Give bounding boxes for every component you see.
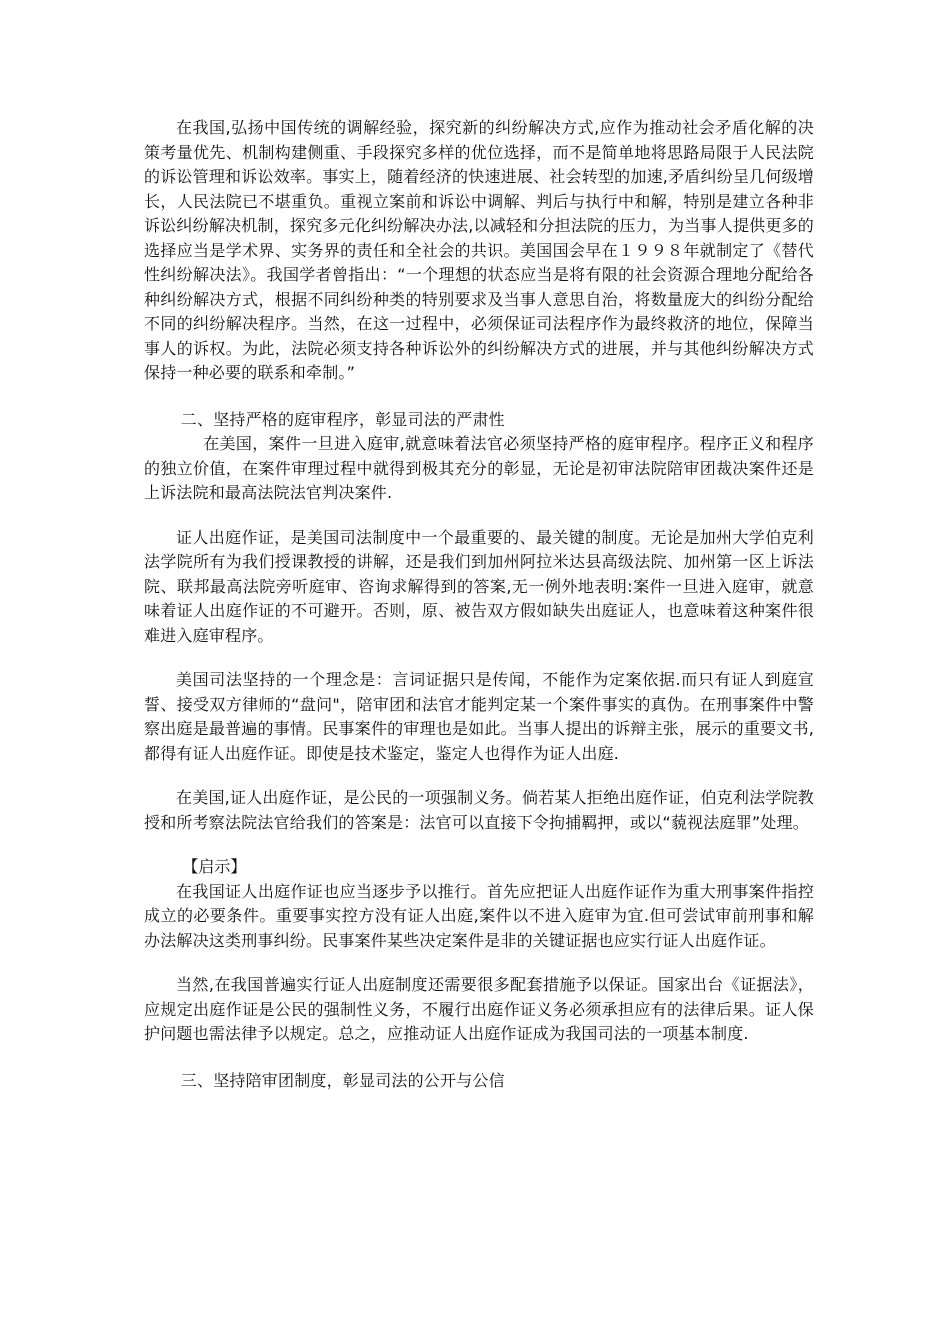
insight-label: 【启示】 [182, 857, 247, 876]
paragraph-compulsory-duty: 在美国,证人出庭作证，是公民的一项强制义务。倘若某人拒绝出庭作证，伯克利法学院教授和所考察法院法官给我们的答案是：法官可以直接下令拘捕羁押，或以“藐视法庭罪”处理。 [144, 788, 814, 832]
paragraph-evidence-law: 当然,在我国普遍实行证人出庭制度还需要很多配套措施予以保证。国家出台《证据法》，应规定出庭作证是公民的强制性义务，不履行出庭作证义务必须承担应有的法律后果。证人保护问题也需法律予以规定。总之，应推动证人出庭作证成为我国司法的一项基本制度. [144, 975, 814, 1043]
section-heading-trial-procedure: 二、坚持严格的庭审程序，彰显司法的严肃性 [180, 409, 505, 429]
paragraph-us-trial: 在美国，案件一旦进入庭审,就意味着法官必须坚持严格的庭审程序。程序正义和程序的独立价值，在案件审理过程中就得到极其充分的彰显，无论是初审法院陪审团裁决案件还是上诉法院和最高法院法官判决案件. [144, 434, 814, 502]
paragraph-mediation: 在我国,弘扬中国传统的调解经验，探究新的纠纷解决方式,应作为推动社会矛盾化解的决策考量优先、机制构建侧重、手段探究多样的优位选择，而不是简单地将思路局限于人民法院的诉讼管理和诉讼效率。事实上，随着经济的快速进展、社会转型的加速,矛盾纠纷呈几何级增长，人民法院已不堪重负。重视立案前和诉讼中调解、判后与执行中和解，特别是建立各种非诉讼纠纷解决机制，探究多元化纠纷解决办法,以减轻和分担法院的压力，为当事人提供更多的选择应当是学术界、实务界的责任和全社会的共识。美国国会早在１９９８年就制定了《替代性纠纷解决法》。我国学者曾指出：“一个理想的状态应当是将有限的社会资源合理地分配给各种纠纷解决方式，根据不同纠纷种类的特别要求及当事人意思自治，将数量庞大的纠纷分配给不同的纠纷解决程序。当然，在这一过程中，必须保证司法程序作为最终救济的地位，保障当事人的诉权。为此，法院必须支持各种诉讼外的纠纷解决方式的进展，并与其他纠纷解决方式保持一种必要的联系和牵制。” [144, 118, 814, 382]
paragraph-china-witness: 在我国证人出庭作证也应当逐步予以推行。首先应把证人出庭作证作为重大刑事案件指控成立的必要条件。重要事实控方没有证人出庭,案件以不进入庭审为宜.但可尝试审前刑事和解办法解决这类刑事纠纷。民事案件某些决定案件是非的关键证据也应实行证人出庭作证。 [144, 881, 814, 950]
paragraph-hearsay-principle: 美国司法坚持的一个理念是：言词证据只是传闻，不能作为定案依据.而只有证人到庭宣誓、接受双方律师的“盘问"，陪审团和法官才能判定某一个案件事实的真伪。在刑事案件中警察出庭是最普遍的事情。民事案件的审理也是如此。当事人提出的诉辩主张，展示的重要文书,都得有证人出庭作证。即使是技术鉴定，鉴定人也得作为证人出庭. [144, 670, 814, 763]
section-heading-jury-system: 三、坚持陪审团制度，彰显司法的公开与公信 [180, 1070, 505, 1090]
paragraph-witness-testimony: 证人出庭作证，是美国司法制度中一个最重要的、最关键的制度。无论是加州大学伯克利法学院所有为我们授课教授的讲解，还是我们到加州阿拉米达县高级法院、加州第一区上诉法院、联邦最高法院旁听庭审、咨询求解得到的答案,无一例外地表明:案件一旦进入庭审，就意味着证人出庭作证的不可避开。否则，原、被告双方假如缺失出庭证人，也意味着这种案件很难进入庭审程序。 [144, 527, 814, 645]
document-page [144, 116, 814, 1093]
